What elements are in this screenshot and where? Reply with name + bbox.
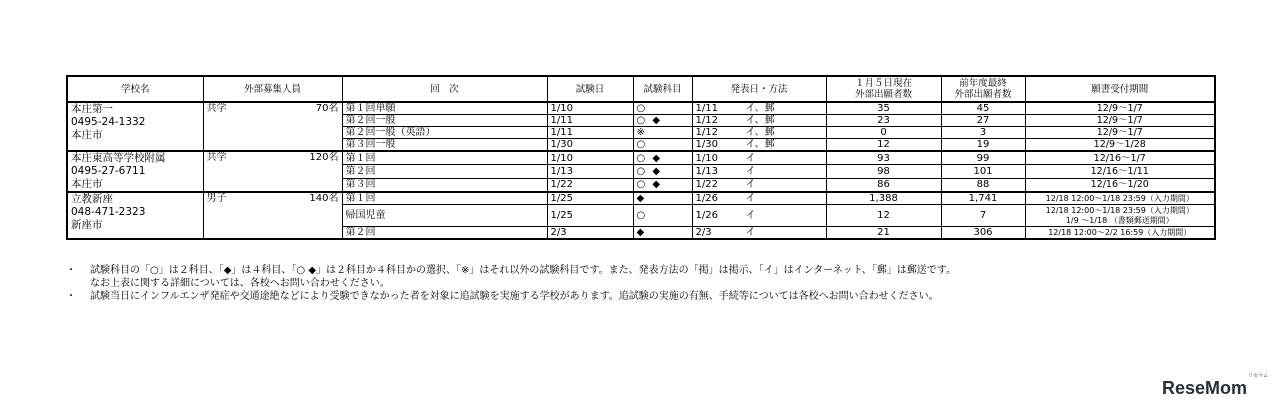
school-city: 本庄市: [71, 129, 103, 141]
announce-date: 1/26: [695, 193, 718, 204]
announce-date: 1/22: [695, 179, 718, 191]
announce-cell: [692, 102, 826, 115]
announce-cell: [692, 192, 826, 205]
announce-cell: [692, 115, 826, 127]
prev-cell: 306: [941, 227, 1025, 240]
bullet: ・: [66, 265, 76, 276]
footnote-1-text: 試験科目の「○」は２科目、「◆」は４科目、「○ ◆」は２科目か４科目かの選択、「※」はそれ以外の試験科目です。また、発表方法の「掲」は掲示、「イ」はインターネット、「郵」は郵送です。: [90, 265, 956, 276]
announce-method: イ: [745, 193, 756, 204]
subjects-cell: ○: [633, 102, 692, 115]
exam-schedule-table: [66, 75, 1216, 240]
school-tel: 0495-27-6711: [71, 165, 146, 177]
table-row: [67, 192, 1215, 205]
applicants-cell: 12: [826, 205, 941, 227]
round-cell: 第２回: [342, 165, 547, 178]
applicants-cell: 12: [826, 139, 941, 152]
date-cell: 1/25: [547, 192, 633, 205]
period-cell: 12/9～1/28: [1025, 139, 1215, 152]
applicants-cell: 21: [826, 227, 941, 240]
subjects-cell: ○ ◆: [633, 178, 692, 192]
header-announce: 発表日・方法: [692, 76, 826, 102]
bullet: ・: [66, 291, 76, 302]
header-round: 回 次: [342, 76, 547, 102]
announce-date: 1/30: [695, 139, 718, 150]
recruit-category: 男子: [206, 193, 227, 204]
recruit-category: 共学: [206, 152, 227, 163]
footnote-2-text: 試験当日にインフルエンザ発症や交通途絶などにより受験できなかった者を対象に追試験を実施する学校があります。追試験の実施の有無、手続等については各校へお問い合わせください。: [90, 291, 939, 302]
announce-method: イ: [745, 152, 756, 164]
announce-method: イ、郵: [745, 103, 775, 114]
announce-method: イ: [745, 210, 756, 221]
announce-cell: [692, 127, 826, 139]
announce-cell: [692, 178, 826, 192]
announce-method: イ: [745, 227, 756, 238]
announce-method: イ: [745, 165, 756, 177]
school-tel: 0495-24-1332: [71, 116, 146, 128]
table-row: [67, 102, 1215, 115]
announce-date: 1/13: [695, 165, 718, 177]
header-prev: [941, 76, 1025, 102]
header-prev-line1: 前年度最終: [959, 78, 1007, 89]
resemom-logo-tag: リセマム: [1248, 373, 1268, 379]
resemom-logo: ReseMom: [1162, 378, 1248, 398]
recruit-capacity: 120名: [309, 152, 339, 163]
announce-date: 1/26: [695, 210, 718, 221]
announce-cell: [692, 227, 826, 240]
header-school: 学校名: [67, 76, 203, 102]
school-city: 本庄市: [71, 178, 103, 190]
date-cell: 1/13: [547, 165, 633, 178]
period-cell: 12/18 12:00～1/18 23:59（入力期間）: [1025, 192, 1215, 205]
school-city: 新座市: [71, 219, 103, 231]
school-name: 立教新座: [71, 193, 113, 205]
prev-cell: 99: [941, 151, 1025, 165]
round-cell: 第２回: [342, 227, 547, 240]
footnote-1-continued: なお上表に関する詳細については、各校へお問い合わせください。: [90, 278, 390, 289]
applicants-cell: 23: [826, 115, 941, 127]
announce-date: 1/11: [695, 103, 718, 114]
school-name: 本庄第一: [71, 103, 113, 115]
applicants-cell: 1,388: [826, 192, 941, 205]
announce-method: イ、郵: [745, 115, 775, 126]
date-cell: 1/30: [547, 139, 633, 152]
announce-cell: [692, 151, 826, 165]
subjects-cell: ○ ◆: [633, 151, 692, 165]
round-cell: 第１回: [342, 192, 547, 205]
header-subjects: 試験科目: [633, 76, 692, 102]
announce-cell: [692, 165, 826, 178]
subjects-cell: ◆: [633, 227, 692, 240]
subjects-cell: ○: [633, 205, 692, 227]
prev-cell: 45: [941, 102, 1025, 115]
applicants-cell: 98: [826, 165, 941, 178]
prev-cell: 27: [941, 115, 1025, 127]
period-cell: 12/9～1/7: [1025, 127, 1215, 139]
announce-method: イ: [745, 179, 756, 191]
date-cell: 1/10: [547, 151, 633, 165]
announce-date: 1/10: [695, 152, 718, 164]
recruit-capacity: 70名: [315, 103, 339, 114]
footnote-1: [66, 264, 1166, 277]
prev-cell: 3: [941, 127, 1025, 139]
prev-cell: 101: [941, 165, 1025, 178]
prev-cell: 1,741: [941, 192, 1025, 205]
round-cell: 第２回一般（英語）: [342, 127, 547, 139]
subjects-cell: ○ ◆: [633, 165, 692, 178]
round-cell: 第１回単願: [342, 102, 547, 115]
applicants-cell: 93: [826, 151, 941, 165]
date-cell: 1/10: [547, 102, 633, 115]
subjects-cell: ◆: [633, 192, 692, 205]
round-cell: 第３回一般: [342, 139, 547, 152]
header-applicants: [826, 76, 941, 102]
subjects-cell: ○: [633, 139, 692, 152]
footnote-2: [66, 290, 1166, 303]
applicants-cell: 86: [826, 178, 941, 192]
period-line2: 1/9 ～1/18 （書類郵送期間）: [1065, 215, 1174, 225]
recruit-cell: [203, 102, 342, 151]
date-cell: 1/22: [547, 178, 633, 192]
period-cell: 12/9～1/7: [1025, 102, 1215, 115]
header-recruit: 外部募集人員: [203, 76, 342, 102]
subjects-cell: ○ ◆: [633, 115, 692, 127]
period-cell: 12/16～1/7: [1025, 151, 1215, 165]
footnotes: [66, 264, 1166, 303]
round-cell: 第２回一般: [342, 115, 547, 127]
recruit-cell: [203, 151, 342, 192]
announce-date: 1/12: [695, 115, 718, 126]
header-applicants-line2: 外部出願者数: [854, 89, 912, 100]
applicants-cell: 35: [826, 102, 941, 115]
round-cell: 第３回: [342, 178, 547, 192]
recruit-cell: [203, 192, 342, 239]
date-cell: 1/25: [547, 205, 633, 227]
period-cell: [1025, 205, 1215, 227]
period-cell: 12/16～1/20: [1025, 178, 1215, 192]
announce-method: イ、郵: [745, 139, 775, 150]
subjects-cell: ※: [633, 127, 692, 139]
period-cell: 12/9～1/7: [1025, 115, 1215, 127]
period-cell: 12/18 12:00～2/2 16:59（入力期間）: [1025, 227, 1215, 240]
school-cell: [67, 102, 203, 151]
announce-cell: [692, 205, 826, 227]
announce-method: イ、郵: [745, 127, 775, 138]
header-prev-line2: 外部出願者数: [954, 89, 1012, 100]
recruit-capacity: 140名: [309, 193, 339, 204]
school-tel: 048-471-2323: [71, 206, 146, 218]
table-row: [67, 151, 1215, 165]
date-cell: 2/3: [547, 227, 633, 240]
school-cell: [67, 151, 203, 192]
prev-cell: 19: [941, 139, 1025, 152]
date-cell: 1/11: [547, 127, 633, 139]
period-cell: 12/16～1/11: [1025, 165, 1215, 178]
announce-date: 2/3: [695, 227, 712, 238]
announce-date: 1/12: [695, 127, 718, 138]
announce-cell: [692, 139, 826, 152]
header-date: 試験日: [547, 76, 633, 102]
prev-cell: 7: [941, 205, 1025, 227]
header-applicants-line1: １月５日現在: [854, 78, 912, 89]
round-cell: 第１回: [342, 151, 547, 165]
recruit-category: 共学: [206, 103, 227, 114]
header-period: 願書受付期間: [1025, 76, 1215, 102]
school-name: 本庄東高等学校附属: [71, 152, 166, 164]
period-line1: 12/18 12:00～1/18 23:59（入力期間）: [1045, 205, 1194, 215]
applicants-cell: 0: [826, 127, 941, 139]
round-cell: 帰国児童: [342, 205, 547, 227]
school-cell: [67, 192, 203, 239]
date-cell: 1/11: [547, 115, 633, 127]
prev-cell: 88: [941, 178, 1025, 192]
header-row: [67, 76, 1215, 102]
